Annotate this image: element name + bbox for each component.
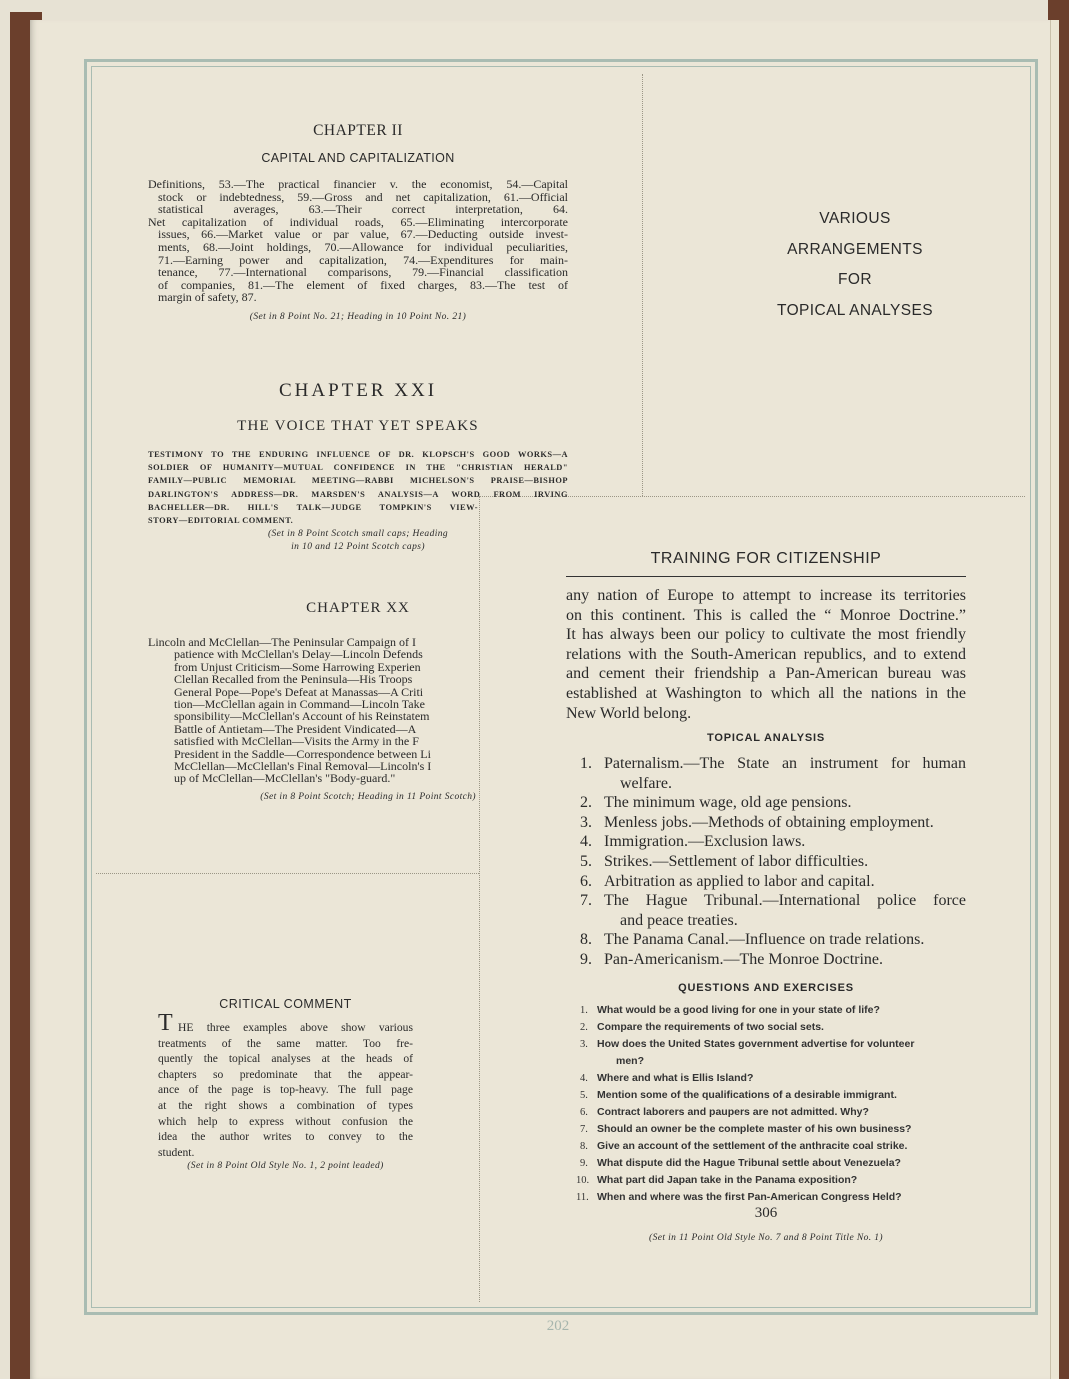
topic-item: [580, 930, 966, 950]
chapter-xx-title: CHAPTER XX: [306, 600, 410, 616]
question-text: Should an owner be the complete master of his own business?: [597, 1123, 912, 1135]
question-item: [576, 1070, 970, 1087]
chapter-xx-line: Battle of Antietam—The President Vindicated—A: [174, 721, 417, 736]
question-number: 1.: [580, 1005, 588, 1016]
question-text: Give an account of the settlement of the anthracite coal strike.: [597, 1140, 908, 1152]
question-number: 10.: [576, 1175, 590, 1186]
topic-item: [580, 872, 966, 892]
training-paragraph-line: established at Washington to which all the nations in the: [566, 684, 966, 702]
various-heading-line: TOPICAL ANALYSES: [776, 301, 933, 319]
question-item: [576, 1172, 970, 1189]
training-paragraph-line: New World belong.: [566, 704, 692, 722]
training-note: (Set in 11 Point Old Style No. 7 and 8 Point Title No. 1): [649, 1233, 883, 1243]
question-item: [576, 1036, 970, 1070]
chapter-ii-line: Net capitalization of individual roads, 65.—Eliminating intercorporate: [148, 214, 568, 229]
topic-text: Immigration.—Exclusion laws.: [604, 833, 806, 851]
topic-item: [580, 813, 966, 833]
chapter-xxi-note-line2: in 10 and 12 Point Scotch caps): [291, 542, 425, 552]
question-number: 7.: [580, 1124, 588, 1135]
topic-number: 7.: [580, 892, 592, 910]
topic-item: [580, 754, 966, 793]
question-text: What part did Japan take in the Panama exposition?: [597, 1174, 858, 1186]
topic-text: Strikes.—Settlement of labor difficulties.: [604, 853, 869, 870]
chapter-xx-line: sponsibility—McClellan's Account of his Reinstatem: [174, 709, 430, 724]
critical-comment-line: at the right shows a combination of types: [158, 1098, 413, 1112]
critical-comment-body: [158, 1020, 413, 1160]
topic-number: 4.: [580, 833, 592, 851]
topic-number: 9.: [580, 951, 592, 968]
chapter-ii-note: (Set in 8 Point No. 21; Heading in 10 Point No. 21): [249, 312, 467, 322]
topic-item: [580, 832, 966, 852]
training-paragraph-line: It has always been our policy to cultivate the most friendly: [566, 626, 966, 644]
chapter-ii-contents: [148, 178, 568, 304]
various-heading-line: ARRANGEMENTS: [787, 240, 923, 258]
question-item: [576, 1019, 970, 1036]
topic-text: and peace treaties.: [620, 911, 738, 929]
questions-list: [576, 1002, 970, 1207]
chapter-xxi-line: TESTIMONY TO THE ENDURING INFLUENCE OF DR. KLOPSCH'S GOOD WORKS—A: [148, 450, 568, 459]
question-text: Contract laborers and paupers are not admitted. Why?: [597, 1106, 869, 1118]
chapter-ii-line: margin of safety, 87.: [158, 290, 257, 305]
chapter-ii-line: of companies, 81.—The element of fixed charges, 83.—The test of: [158, 277, 568, 292]
questions-heading: QUESTIONS AND EXERCISES: [678, 982, 854, 994]
critical-comment-line: idea the author writes to convey to the: [158, 1130, 413, 1144]
chapter-xxi-line: SOLDIER OF HUMANITY—MUTUAL CONFIDENCE IN THE "CHRISTIAN HERALD": [148, 463, 568, 473]
critical-comment-line: HE three examples above show various: [178, 1021, 413, 1034]
chapter-ii-line: Definitions, 53.—The practical financier v. the economist, 54.—Capital: [148, 177, 568, 191]
chapter-xx-line: Lincoln and McClellan—The Peninsular Campaign of I: [148, 636, 416, 649]
question-item: [576, 1121, 970, 1138]
chapter-ii-title: CHAPTER II: [313, 122, 403, 139]
chapter-ii-line: issues, 66.—Market value or par value, 67.—Deducting outside invest-: [158, 227, 568, 242]
question-text: Mention some of the qualifications of a desirable immigrant.: [597, 1089, 897, 1101]
question-text: What would be a good living for one in your state of life?: [597, 1004, 880, 1016]
chapter-xx-note: (Set in 8 Point Scotch; Heading in 11 Point Scotch): [260, 792, 476, 802]
topic-number: 6.: [580, 872, 592, 890]
topic-item: [580, 891, 966, 930]
training-title-rule: [566, 576, 966, 577]
chapter-xxi-line: DARLINGTON'S ADDRESS—DR. MARSDEN'S ANALYSIS—A WORD FROM IRVING: [148, 489, 568, 499]
chapter-xx-line: tion—McClellan again in Command—Lincoln Take: [174, 697, 425, 712]
chapter-ii-line: tenance, 77.—International comparisons, 79.—Financial classification: [158, 265, 568, 280]
question-text: When and where was the first Pan-American Congress Held?: [597, 1191, 902, 1203]
training-title: TRAINING FOR CITIZENSHIP: [650, 550, 882, 567]
chapter-xx-line: patience with McClellan's Delay—Lincoln Defends: [174, 647, 423, 662]
chapter-xx-line: President in the Saddle—Correspondence between Li: [174, 746, 431, 761]
topic-item: [580, 950, 966, 970]
topic-number: 5.: [580, 853, 592, 870]
topic-number: 3.: [580, 813, 592, 831]
question-text: men?: [616, 1055, 645, 1067]
chapter-ii-line: 71.—Earning power and capitalization, 74.—Expenditures for main-: [158, 252, 568, 267]
various-heading-line: VARIOUS: [819, 210, 891, 227]
topic-text: The Hague Tribunal.—International police force: [604, 892, 966, 910]
critical-comment-line: which help to express without confusion the: [158, 1114, 413, 1128]
topic-text: welfare.: [620, 774, 672, 792]
topical-analysis-list: [580, 754, 966, 974]
critical-comment-line: chapters so predominate that the appear-: [158, 1067, 413, 1081]
divider-vertical-top: [642, 74, 643, 496]
question-number: 5.: [580, 1090, 588, 1101]
question-text: Where and what is Ellis Island?: [597, 1072, 754, 1084]
inner-page-number: 306: [754, 1205, 778, 1221]
topic-item: [580, 852, 966, 872]
topic-text: Pan-Americanism.—The Monroe Doctrine.: [604, 951, 884, 968]
chapter-xx-line: from Unjust Criticism—Some Harrowing Experien: [174, 659, 421, 674]
question-item: [576, 1189, 970, 1206]
topic-item: [580, 793, 966, 813]
question-number: 2.: [580, 1022, 588, 1033]
chapter-xxi-note-line1: (Set in 8 Point Scotch small caps; Heading: [267, 529, 449, 539]
critical-comment-line: quently the topical analyses at the heads of: [158, 1052, 413, 1066]
question-item: [576, 1087, 970, 1104]
question-number: 11.: [576, 1192, 589, 1203]
topic-number: 2.: [580, 794, 592, 812]
question-item: [576, 1138, 970, 1155]
critical-comment-note: (Set in 8 Point Old Style No. 1, 2 point leaded): [187, 1161, 384, 1171]
question-text: How does the United States government advertise for volunteer: [597, 1038, 915, 1050]
question-text: Compare the requirements of two social sets.: [597, 1021, 824, 1033]
divider-horizontal-left: [96, 873, 479, 874]
chapter-xx-line: satisfied with McClellan—Visits the Army in the F: [174, 734, 419, 749]
topic-number: 1.: [580, 755, 592, 772]
various-heading-line: FOR: [838, 271, 872, 288]
chapter-xxi-subtitle: THE VOICE THAT YET SPEAKS: [237, 418, 479, 434]
chapter-xx-contents: [148, 636, 478, 785]
page-folio: 202: [546, 1318, 570, 1334]
critical-comment-line: student.: [158, 1145, 195, 1159]
page-edge-right: [1050, 20, 1059, 1379]
question-item: [576, 1155, 970, 1172]
training-paragraph-line: relations with the South-American republics, and to extend: [566, 645, 966, 663]
chapter-xx-line: McClellan—McClellan's Final Removal—Lincoln's I: [174, 759, 432, 774]
topic-text: Paternalism.—The State an instrument for human: [604, 755, 966, 772]
chapter-ii-line: stock or indebtedness, 59.—Gross and net capitalization, 61.—Official: [158, 189, 568, 204]
chapter-xxi-contents: [148, 448, 568, 527]
question-number: 6.: [580, 1107, 588, 1118]
question-number: 9.: [580, 1158, 588, 1169]
chapter-xx-line: Clellan Recalled from the Peninsula—His Troops: [174, 672, 413, 687]
question-number: 3.: [580, 1039, 588, 1050]
training-paragraph: [566, 586, 966, 723]
question-item: [576, 1104, 970, 1121]
question-text: What dispute did the Hague Tribunal settle about Venezuela?: [597, 1157, 901, 1169]
critical-comment-title: CRITICAL COMMENT: [219, 997, 352, 1011]
chapter-xxi-line: FAMILY—PUBLIC MEMORIAL MEETING—RABBI MICHELSON'S PRAISE—BISHOP: [148, 476, 568, 486]
chapter-ii-subtitle: CAPITAL AND CAPITALIZATION: [261, 151, 455, 165]
chapter-xx-line: up of McClellan—McClellan's "Body-guard.": [174, 771, 396, 785]
chapter-xxi-line: BACHELLER—DR. HILL'S TALK—JUDGE TOMPKIN'S VIEW-: [148, 502, 478, 512]
training-paragraph-line: any nation of Europe to attempt to increase its territories: [566, 587, 966, 604]
topic-text: Menless jobs.—Methods of obtaining employment.: [604, 813, 934, 831]
chapter-ii-line: statistical averages, 63.—Their correct interpretation, 64.: [158, 202, 568, 217]
various-arrangements-heading: [740, 204, 970, 326]
critical-comment-line: treatments of the same matter. Too fre-: [158, 1036, 413, 1050]
training-paragraph-line: and cement their friendship a Pan-American bureau was: [566, 665, 966, 683]
topical-analysis-heading: TOPICAL ANALYSIS: [707, 732, 825, 744]
question-number: 4.: [580, 1073, 588, 1084]
training-paragraph-line: on this continent. This is called the “ Monroe Doctrine.”: [566, 606, 966, 624]
chapter-xx-line: General Pope—Pope's Defeat at Manassas—A Criti: [174, 684, 424, 699]
chapter-xxi-line: STORY—EDITORIAL COMMENT.: [148, 516, 294, 526]
topic-text: The minimum wage, old age pensions.: [604, 794, 852, 812]
topic-text: Arbitration as applied to labor and capital.: [604, 872, 875, 890]
critical-comment-dropcap: T: [158, 1010, 173, 1036]
chapter-xxi-title: CHAPTER XXI: [278, 380, 438, 401]
chapter-ii-line: ments, 68.—Joint holdings, 70.—Allowance for individual peculiarities,: [158, 239, 568, 254]
critical-comment-line: ance of the page is top-heavy. The full page: [158, 1083, 413, 1097]
topic-number: 8.: [580, 931, 592, 949]
topic-text: The Panama Canal.—Influence on trade relations.: [604, 931, 925, 949]
question-item: [576, 1002, 970, 1019]
question-number: 8.: [580, 1141, 588, 1152]
